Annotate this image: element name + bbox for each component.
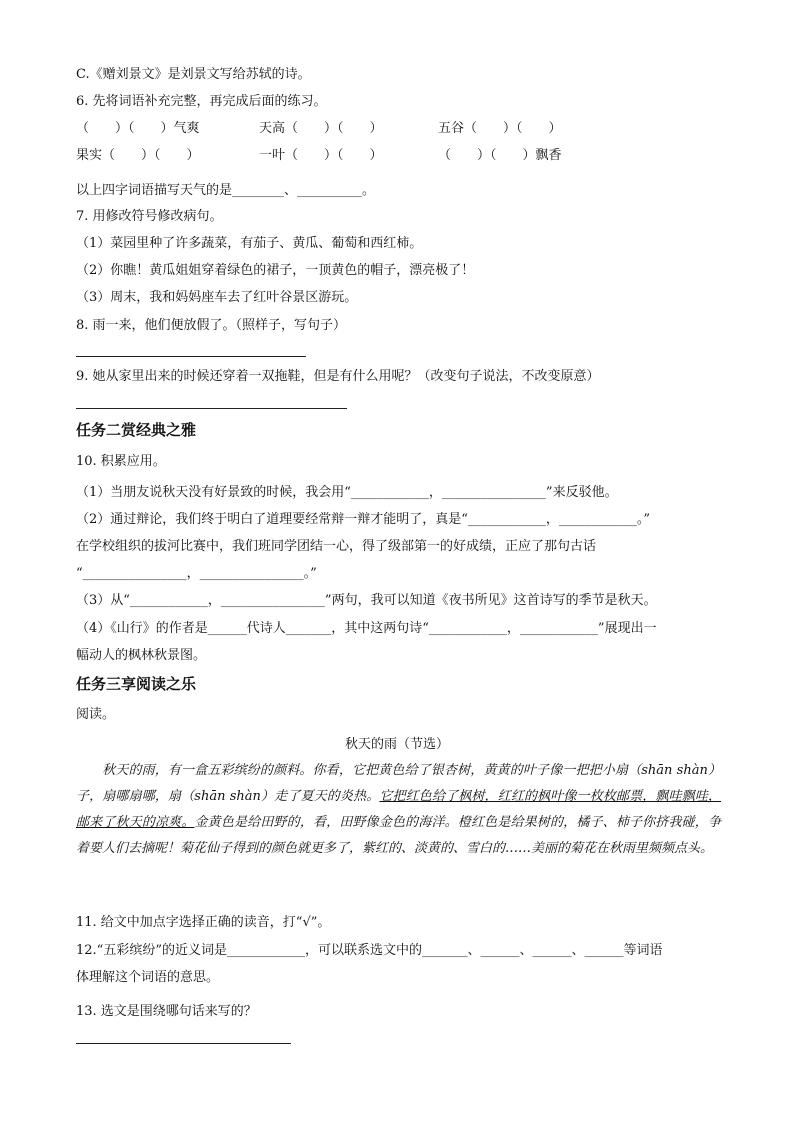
q10-part-4b: 幅动人的枫林秋景图。 bbox=[76, 648, 207, 663]
q6-blank-item[interactable]: 果实（ ）（ ） bbox=[76, 148, 200, 163]
q7-sentence-1: （1）菜园里种了许多蔬菜，有茄子、黄瓜、葡萄和西红柿。 bbox=[76, 236, 423, 251]
passage-sentence: 秋天的雨，有一盒五彩缤纷的颜料。你看，它把黄色给了银杏树，黄黄的叶子像一把把小扇（shān shàn）子，扇哪扇哪，扇（shān shàn）走了夏天的炎热。 bbox=[76, 763, 721, 804]
q7-sentence-3: （3）周末，我和妈妈座车去了红叶谷景区游玩。 bbox=[76, 290, 358, 305]
q8-answer-line[interactable] bbox=[76, 356, 306, 357]
q9-prompt: 9. 她从家里出来的时候还穿着一双拖鞋，但是有什么用呢？（改变句子说法，不改变原意） bbox=[76, 369, 600, 384]
q10-part-2b: 在学校组织的拔河比赛中，我们班同学团结一心，得了级部第一的好成绩，正应了那句古话 bbox=[76, 539, 597, 554]
q10-prompt: 10. 积累应用。 bbox=[76, 454, 166, 469]
q12-prompt-b: 体理解这个词语的意思。 bbox=[76, 970, 220, 985]
passage-sentence: 金黄色是给田野的，看，田野像金色的海洋。橙红色是给果树的，橘子、柿子你挤我碰，争着要人们去摘呢！菊花仙子得到的颜色就更多了，紫红的、淡黄的、雪白的……美丽的菊花在秋雨里频频点头。 bbox=[76, 815, 721, 856]
q8-prompt: 8. 雨一来，他们便放假了。（照样子，写句子） bbox=[76, 318, 347, 333]
q6-blank-item[interactable]: 五谷（ ）（ ） bbox=[438, 121, 562, 136]
q10-part-2a[interactable]: （2）通过辩论，我们终于明白了道理要经常辩一辩才能明了，真是“____________，____________。” bbox=[76, 512, 651, 527]
q13-prompt: 13. 选文是围绕哪句话来写的？ bbox=[76, 1004, 257, 1019]
passage-body bbox=[76, 758, 721, 862]
q10-part-1[interactable]: （1）当朋友说秋天没有好景致的时候，我会用“____________，________________”来反驳他。 bbox=[76, 485, 618, 500]
q11-prompt: 11. 给文中加点字选择正确的读音，打“√”。 bbox=[76, 915, 331, 930]
reading-label: 阅读。 bbox=[76, 707, 116, 722]
q6-blank-item[interactable]: 天高（ ）（ ） bbox=[259, 121, 383, 136]
q10-part-4a[interactable]: （4）《山行》的作者是______代诗人_______，其中这两句诗“____________，____________”展现出一 bbox=[76, 621, 657, 636]
passage-title: 秋天的雨（节选） bbox=[344, 737, 449, 752]
section-2-heading: 任务二赏经典之雅 bbox=[76, 421, 197, 439]
q12-prompt-a[interactable]: 12.“五彩缤纷”的近义词是____________，可以联系选文中的_______、______、______、______等词语 bbox=[76, 943, 663, 958]
q7-prompt: 7. 用修改符号修改病句。 bbox=[76, 209, 223, 224]
passage-underlined-sentence: 它把红色给了枫树，红红的枫叶像一枚枚邮票，飘哇飘哇，邮来了秋天的凉爽。 bbox=[76, 789, 721, 830]
q5-option-c: C.《赠刘景文》是刘景文写给苏轼的诗。 bbox=[76, 67, 311, 82]
q6-weather-question[interactable]: 以上四字词语描写天气的是________、__________。 bbox=[76, 183, 376, 198]
q7-sentence-2: （2）你瞧！黄瓜姐姐穿着绿色的裙子，一顶黄色的帽子，漂亮极了！ bbox=[76, 263, 475, 278]
q10-part-2c[interactable]: “________________，________________。” bbox=[76, 566, 317, 581]
q9-answer-line[interactable] bbox=[76, 408, 347, 409]
q6-blank-item[interactable]: （ ）（ ）气爽 bbox=[76, 121, 200, 136]
q10-part-3[interactable]: （3）从“____________，________________”两句，我可以知道《夜书所见》这首诗写的季节是秋天。 bbox=[76, 593, 657, 608]
section-3-heading: 任务三享阅读之乐 bbox=[76, 675, 197, 693]
q6-blank-item[interactable]: （ ）（ ）飘香 bbox=[438, 148, 562, 163]
q6-prompt: 6. 先将词语补充完整，再完成后面的练习。 bbox=[76, 94, 327, 109]
q13-answer-line[interactable] bbox=[76, 1043, 291, 1044]
q6-blank-item[interactable]: 一叶（ ）（ ） bbox=[259, 148, 383, 163]
